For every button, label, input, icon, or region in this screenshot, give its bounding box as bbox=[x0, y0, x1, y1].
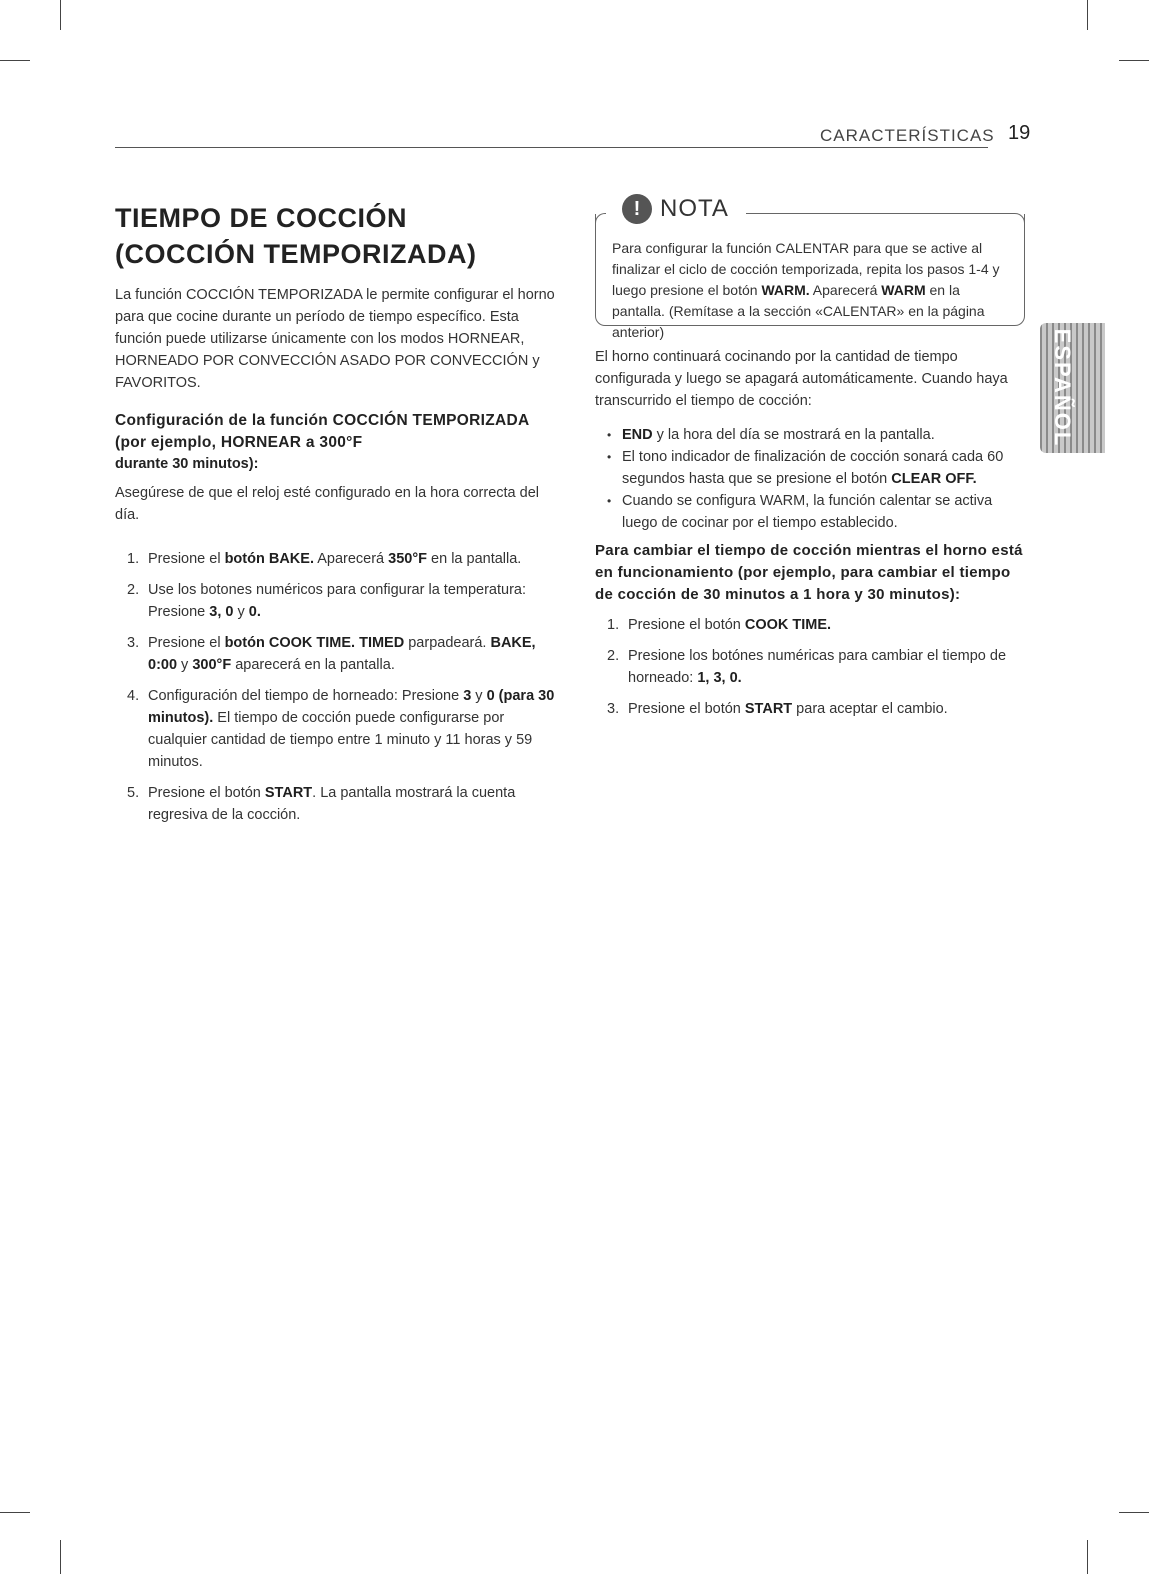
note-label: NOTA bbox=[660, 195, 729, 222]
crop-mark bbox=[1119, 60, 1149, 61]
section-heading: Configuración de la función COCCIÓN TEMPORIZADA (por ejemplo, HORNEAR a 300°F bbox=[115, 412, 529, 451]
clock-note: Asegúrese de que el reloj esté configurado en la hora correcta del día. bbox=[115, 485, 539, 523]
list-item: 3. Presione el botón COOK TIME. TIMED parpadeará. BAKE, 0:00 y 300°F aparecerá en la pantalla. bbox=[127, 635, 536, 673]
list-item: 5. Presione el botón START. La pantalla mostrará la cuenta regresiva de la cocción. bbox=[127, 785, 516, 823]
language-tab-label: ESPAÑOL bbox=[1050, 328, 1075, 448]
right-column bbox=[595, 195, 1025, 729]
crop-mark bbox=[1119, 1512, 1149, 1513]
section-heading-tail: durante 30 minutos): bbox=[115, 456, 259, 472]
section-label: CARACTERÍSTICAS bbox=[820, 126, 995, 145]
crop-mark bbox=[60, 1540, 61, 1574]
header-divider bbox=[115, 147, 988, 148]
continue-paragraph: El horno continuará cocinando por la cantidad de tiempo configurada y luego se apagará automáticamente. Cuando haya transcurrido el tiempo de cocción: bbox=[595, 349, 1008, 409]
crop-mark bbox=[0, 1512, 30, 1513]
list-item: 4. Configuración del tiempo de horneado: Presione 3 y 0 (para 30 minutos). El tiempo de cocción puede configurarse por cualquier cantidad de tiempo entre 1 minuto y 11 horas y 59 minutos. bbox=[127, 688, 555, 770]
change-steps-list bbox=[595, 614, 1025, 720]
left-column bbox=[115, 200, 555, 835]
note-text: Para configurar la función CALENTAR para que se active al finalizar el ciclo de cocción temporizada, repita los pasos 1-4 y luego presione el botón WARM. Aparecerá WARM en la pantalla. (Remítase a la sección «CALENTAR» en la página anterior) bbox=[612, 240, 1000, 340]
note-header bbox=[616, 194, 735, 224]
crop-mark bbox=[0, 60, 30, 61]
list-item: 2. Use los botones numéricos para configurar la temperatura: Presione 3, 0 y 0. bbox=[127, 582, 526, 620]
bullet-list bbox=[607, 424, 1025, 534]
note-box bbox=[595, 195, 1025, 340]
list-item: 2. Presione los botónes numéricas para cambiar el tiempo de horneado: 1, 3, 0. bbox=[607, 648, 1007, 686]
list-item: 3. Presione el botón START para aceptar el cambio. bbox=[607, 701, 948, 717]
steps-list bbox=[115, 548, 555, 826]
list-item: • Cuando se configura WARM, la función calentar se activa luego de cocinar por el tiempo establecido. bbox=[607, 490, 1025, 534]
crop-mark bbox=[1087, 1540, 1088, 1574]
list-item: • El tono indicador de finalización de cocción sonará cada 60 segundos hasta que se presione el botón CLEAR OFF. bbox=[607, 446, 1025, 490]
crop-mark bbox=[60, 0, 61, 30]
list-item: 1. Presione el botón COOK TIME. bbox=[607, 617, 832, 633]
page-number: 19 bbox=[1008, 122, 1031, 144]
list-item: 1. Presione el botón BAKE. Aparecerá 350°F en la pantalla. bbox=[127, 551, 522, 567]
intro-paragraph: La función COCCIÓN TEMPORIZADA le permite configurar el horno para que cocine durante un período de tiempo específico. Esta función puede utilizarse únicamente con los modos HORNEAR, HORNEADO POR CONVECCIÓN ASADO POR CONVECCIÓN y FAVORITOS. bbox=[115, 287, 555, 391]
crop-mark bbox=[1087, 0, 1088, 30]
alert-icon: ! bbox=[622, 194, 652, 224]
page-title: TIEMPO DE COCCIÓN (COCCIÓN TEMPORIZADA) bbox=[115, 203, 477, 269]
change-heading: Para cambiar el tiempo de cocción mientras el horno está en funcionamiento (por ejemplo, para cambiar el tiempo de cocción de 30 minutos a 1 hora y 30 minutos): bbox=[595, 542, 1023, 603]
list-item: • END y la hora del día se mostrará en la pantalla. bbox=[607, 424, 1025, 446]
